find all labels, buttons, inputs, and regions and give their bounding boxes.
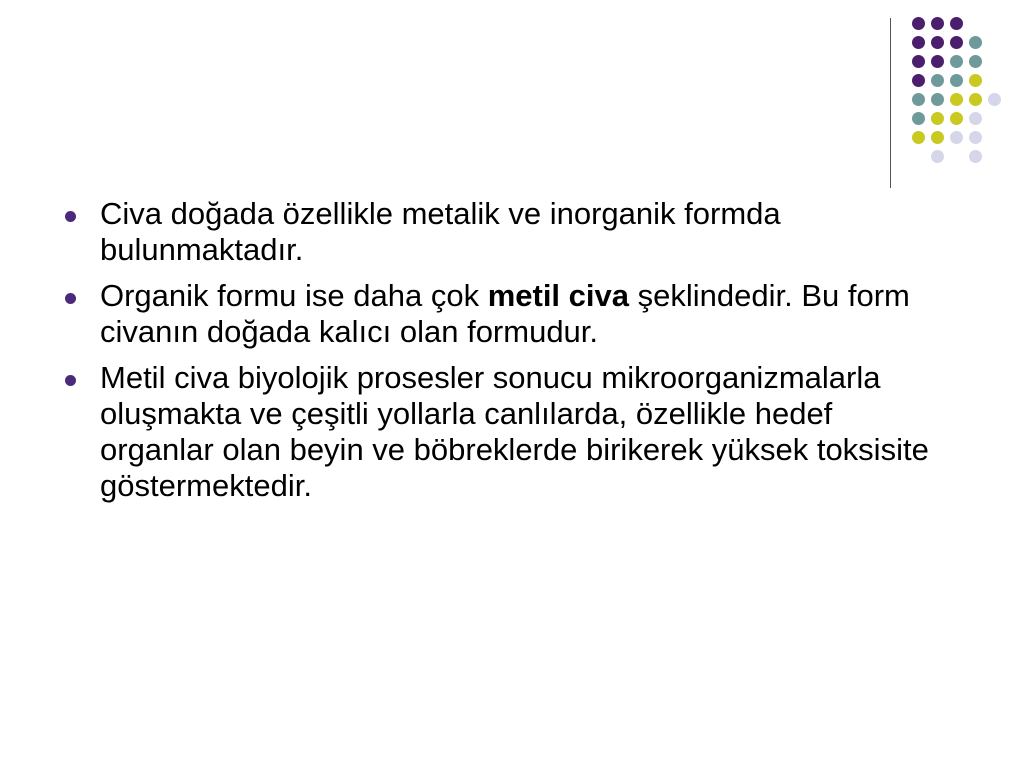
bullet-point-icon <box>65 293 76 304</box>
decorative-dot <box>950 74 963 87</box>
decorative-dot <box>912 112 925 125</box>
decorative-dot <box>931 74 944 87</box>
decorative-dot <box>950 17 963 30</box>
decorative-dot-grid <box>0 0 1024 200</box>
decorative-dot <box>912 93 925 106</box>
bullet-item <box>62 278 932 350</box>
decorative-dot <box>931 93 944 106</box>
decorative-dot <box>912 55 925 68</box>
decorative-dot <box>931 55 944 68</box>
decorative-dot <box>969 93 982 106</box>
decorative-dot <box>950 112 963 125</box>
bullet-emphasis-text: metil civa <box>487 278 629 313</box>
decorative-dot <box>931 112 944 125</box>
decorative-dot <box>950 131 963 144</box>
bullet-text: Metil civa biyolojik prosesler sonucu mikroorganizmalarla oluşmakta ve çeşitli yollarla canlılarda, özellikle hedef organlar olan beyin ve böbreklerde birikerek yüksek toksisite göstermektedir. <box>100 360 929 503</box>
decorative-dot <box>931 131 944 144</box>
decorative-dot <box>969 150 982 163</box>
decorative-dot <box>912 36 925 49</box>
decorative-dot <box>969 55 982 68</box>
decorative-dot <box>912 74 925 87</box>
bullet-list <box>62 196 932 504</box>
decorative-dot <box>969 36 982 49</box>
decorative-dot <box>931 36 944 49</box>
bullet-point-icon <box>65 375 76 386</box>
bullet-text: şeklindedir. Bu form civanın doğada kalıcı olan formudur. <box>100 278 910 349</box>
slide-body <box>62 196 932 514</box>
decorative-dot <box>912 17 925 30</box>
decorative-dot <box>950 55 963 68</box>
decorative-dot <box>950 36 963 49</box>
decorative-dot <box>969 131 982 144</box>
bullet-text: Organik formu ise daha çok <box>100 278 488 313</box>
bullet-text: Civa doğada özellikle metalik ve inorganik formda bulunmaktadır. <box>100 196 781 267</box>
decorative-dot <box>912 131 925 144</box>
decorative-dot <box>969 112 982 125</box>
decorative-dot <box>969 74 982 87</box>
bullet-item <box>62 360 932 504</box>
bullet-point-icon <box>65 211 76 222</box>
decorative-dot <box>931 150 944 163</box>
decorative-dot <box>931 17 944 30</box>
bullet-item <box>62 196 932 268</box>
decorative-dot <box>988 93 1001 106</box>
decorative-dot <box>950 93 963 106</box>
